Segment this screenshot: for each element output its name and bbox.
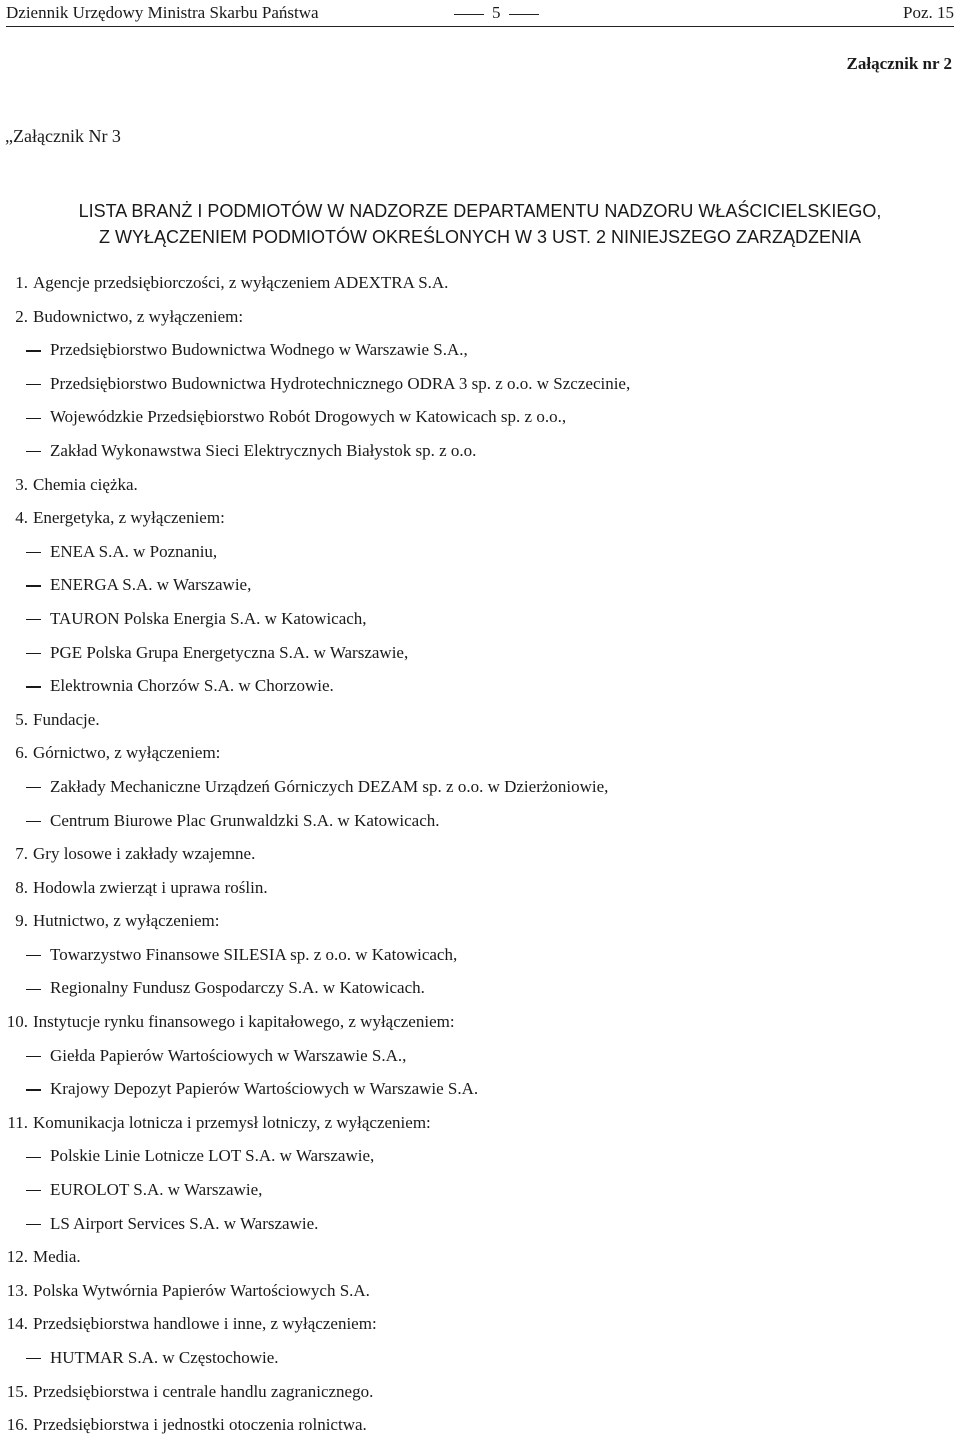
dash-bullet: [26, 619, 41, 620]
list-item-text: Polska Wytwórnia Papierów Wartościowych S.A.: [33, 1280, 370, 1300]
list-item: [0, 1005, 960, 1039]
list-item-text: Fundacje.: [33, 709, 100, 729]
list-item: [0, 501, 960, 535]
annex-label: Załącznik nr 2: [846, 54, 952, 73]
list-item-number: 10.: [6, 1012, 28, 1032]
title-line-1: LISTA BRANŻ I PODMIOTÓW W NADZORZE DEPARTAMENTU NADZORU WŁAŚCICIELSKIEGO,: [78, 201, 882, 221]
dash-bullet: [26, 585, 41, 586]
page-number-value: 5: [492, 3, 501, 22]
dash-bullet: [26, 1157, 41, 1158]
list-item-number: 5.: [15, 709, 28, 729]
page-number: [446, 3, 547, 23]
dash-bullet: [26, 384, 41, 385]
list-item-number: 12.: [6, 1247, 28, 1267]
dash-bullet: [26, 1190, 41, 1191]
sub-list-item-text: HUTMAR S.A. w Częstochowie.: [50, 1348, 279, 1367]
page-number-dash-right: [509, 14, 539, 15]
list-item-number: 2.: [15, 306, 28, 326]
sub-list-item: [0, 1139, 960, 1173]
sub-list-item-text: Zakłady Mechaniczne Urządzeń Górniczych DEZAM sp. z o.o. w Dzierżoniowie,: [50, 776, 609, 796]
dash-bullet: [26, 451, 41, 452]
sub-list-item: [0, 333, 960, 367]
list-item-number: 3.: [15, 474, 28, 494]
list-item: [0, 266, 960, 300]
list-item-text: Komunikacja lotnicza i przemysł lotniczy, z wyłączeniem:: [33, 1112, 431, 1132]
sub-list-item-text: Przedsiębiorstwo Budownictwa Wodnego w Warszawie S.A.,: [50, 340, 468, 360]
sub-list-item-text: ENERGA S.A. w Warszawie,: [50, 575, 252, 595]
list-item-text: Hutnictwo, z wyłączeniem:: [33, 911, 220, 931]
sub-list-item: [0, 400, 960, 434]
list-item: [0, 736, 960, 770]
sub-list-item-text: Elektrownia Chorzów S.A. w Chorzowie.: [50, 676, 334, 696]
page-number-dash-left: [454, 14, 484, 15]
dash-bullet: [26, 1224, 41, 1225]
list-item-text: Chemia ciężka.: [33, 474, 138, 494]
list-item-text: Budownictwo, z wyłączeniem:: [33, 306, 244, 326]
list-item: [0, 1274, 960, 1308]
sub-list-item-text: Polskie Linie Lotnicze LOT S.A. w Warszawie,: [50, 1146, 375, 1166]
list-item-text: Agencje przedsiębiorczości, z wyłączeniem ADEXTRA S.A.: [33, 273, 449, 292]
dash-bullet: [26, 787, 41, 788]
sub-list-item-text: Zakład Wykonawstwa Sieci Elektrycznych Białystok sp. z o.o.: [50, 440, 477, 460]
page-header: [6, 0, 954, 27]
sub-list-item: [0, 535, 960, 569]
dash-bullet: [26, 418, 41, 419]
list-item: [0, 703, 960, 737]
list-item-text: Przedsiębiorstwa i jednostki otoczenia rolnictwa.: [33, 1415, 367, 1435]
sub-list-item: [0, 1039, 960, 1073]
list-item-text: Energetyka, z wyłączeniem:: [33, 508, 225, 528]
list-item-number: 8.: [15, 877, 28, 897]
sub-list-item-text: TAURON Polska Energia S.A. w Katowicach,: [50, 608, 367, 628]
list-item-number: 1.: [15, 273, 28, 292]
list-item-number: 15.: [6, 1381, 28, 1401]
list-item: [0, 904, 960, 938]
dash-bullet: [26, 552, 41, 553]
sub-list-item-text: Regionalny Fundusz Gospodarczy S.A. w Katowicach.: [50, 978, 425, 998]
sub-list-item: [0, 367, 960, 401]
list-item-number: 7.: [15, 844, 28, 864]
dash-bullet: [26, 1089, 41, 1090]
sub-list-item: [0, 636, 960, 670]
list-item-text: Media.: [33, 1247, 81, 1267]
list-item: [0, 468, 960, 502]
dash-bullet: [26, 350, 41, 351]
list-item-number: 14.: [6, 1314, 28, 1334]
dash-bullet: [26, 1358, 41, 1359]
sub-list-item: [0, 1341, 960, 1375]
list-item-text: Górnictwo, z wyłączeniem:: [33, 743, 221, 763]
position-number: Poz. 15: [903, 3, 954, 22]
sub-list-item: [0, 1173, 960, 1207]
sub-list-item: [0, 669, 960, 703]
list-item-number: 13.: [6, 1280, 28, 1300]
sub-list-item-text: EUROLOT S.A. w Warszawie,: [50, 1180, 263, 1200]
sub-list-item-text: Przedsiębiorstwo Budownictwa Hydrotechnicznego ODRA 3 sp. z o.o. w Szczecinie,: [50, 373, 631, 393]
sub-list-item: [0, 434, 960, 468]
list-item-number: 11.: [7, 1112, 28, 1132]
sub-list-item: [0, 770, 960, 804]
list-item: [0, 1408, 960, 1442]
list-item: [0, 1240, 960, 1274]
sub-list-item: [0, 938, 960, 972]
list-item-text: Przedsiębiorstwa i centrale handlu zagranicznego.: [33, 1381, 374, 1401]
list-item-number: 16.: [6, 1415, 28, 1435]
sub-list-item-text: Towarzystwo Finansowe SILESIA sp. z o.o. w Katowicach,: [50, 944, 458, 964]
sub-list-item: [0, 602, 960, 636]
sub-list-item: [0, 1207, 960, 1241]
sub-list-item: [0, 804, 960, 838]
document-title: [0, 198, 960, 250]
dash-bullet: [26, 821, 41, 822]
sub-list-item: [0, 568, 960, 602]
list-item-text: Gry losowe i zakłady wzajemne.: [33, 844, 256, 864]
list-item: [0, 300, 960, 334]
list-item-text: Instytucje rynku finansowego i kapitałowego, z wyłączeniem:: [33, 1012, 455, 1032]
dash-bullet: [26, 955, 41, 956]
sub-list-item-text: LS Airport Services S.A. w Warszawie.: [50, 1213, 319, 1233]
list-item-text: Przedsiębiorstwa handlowe i inne, z wyłączeniem:: [33, 1314, 377, 1334]
sub-list-item-text: Krajowy Depozyt Papierów Wartościowych w Warszawie S.A.: [50, 1079, 479, 1099]
sub-list-item-text: Giełda Papierów Wartościowych w Warszawie S.A.,: [50, 1045, 407, 1065]
annex3-label: „Załącznik Nr 3: [5, 126, 121, 146]
sub-list-item: [0, 1072, 960, 1106]
list-item: [0, 837, 960, 871]
sub-list-item-text: ENEA S.A. w Poznaniu,: [50, 541, 218, 561]
dash-bullet: [26, 989, 41, 990]
title-line-2: Z WYŁĄCZENIEM PODMIOTÓW OKREŚLONYCH W 3 UST. 2 NINIEJSZEGO ZARZĄDZENIA: [98, 227, 862, 247]
dash-bullet: [26, 653, 41, 654]
sub-list-item-text: Wojewódzkie Przedsiębiorstwo Robót Drogowych w Katowicach sp. z o.o.,: [50, 407, 567, 427]
list-item: [0, 871, 960, 905]
sub-list-item: [0, 971, 960, 1005]
list-item: [0, 1106, 960, 1140]
sub-list-item-text: PGE Polska Grupa Energetyczna S.A. w Warszawie,: [50, 642, 409, 662]
list-item-number: 4.: [15, 508, 28, 528]
list-item: [0, 1307, 960, 1341]
list-item-number: 9.: [15, 911, 28, 931]
dash-bullet: [26, 1056, 41, 1057]
dash-bullet: [26, 686, 41, 687]
list-item-text: Hodowla zwierząt i uprawa roślin.: [33, 877, 268, 897]
list-item: [0, 1375, 960, 1409]
sector-list: [0, 266, 960, 1442]
list-item-number: 6.: [15, 743, 28, 763]
journal-title: Dziennik Urzędowy Ministra Skarbu Państwa: [6, 3, 319, 22]
sub-list-item-text: Centrum Biurowe Plac Grunwaldzki S.A. w Katowicach.: [50, 810, 440, 830]
